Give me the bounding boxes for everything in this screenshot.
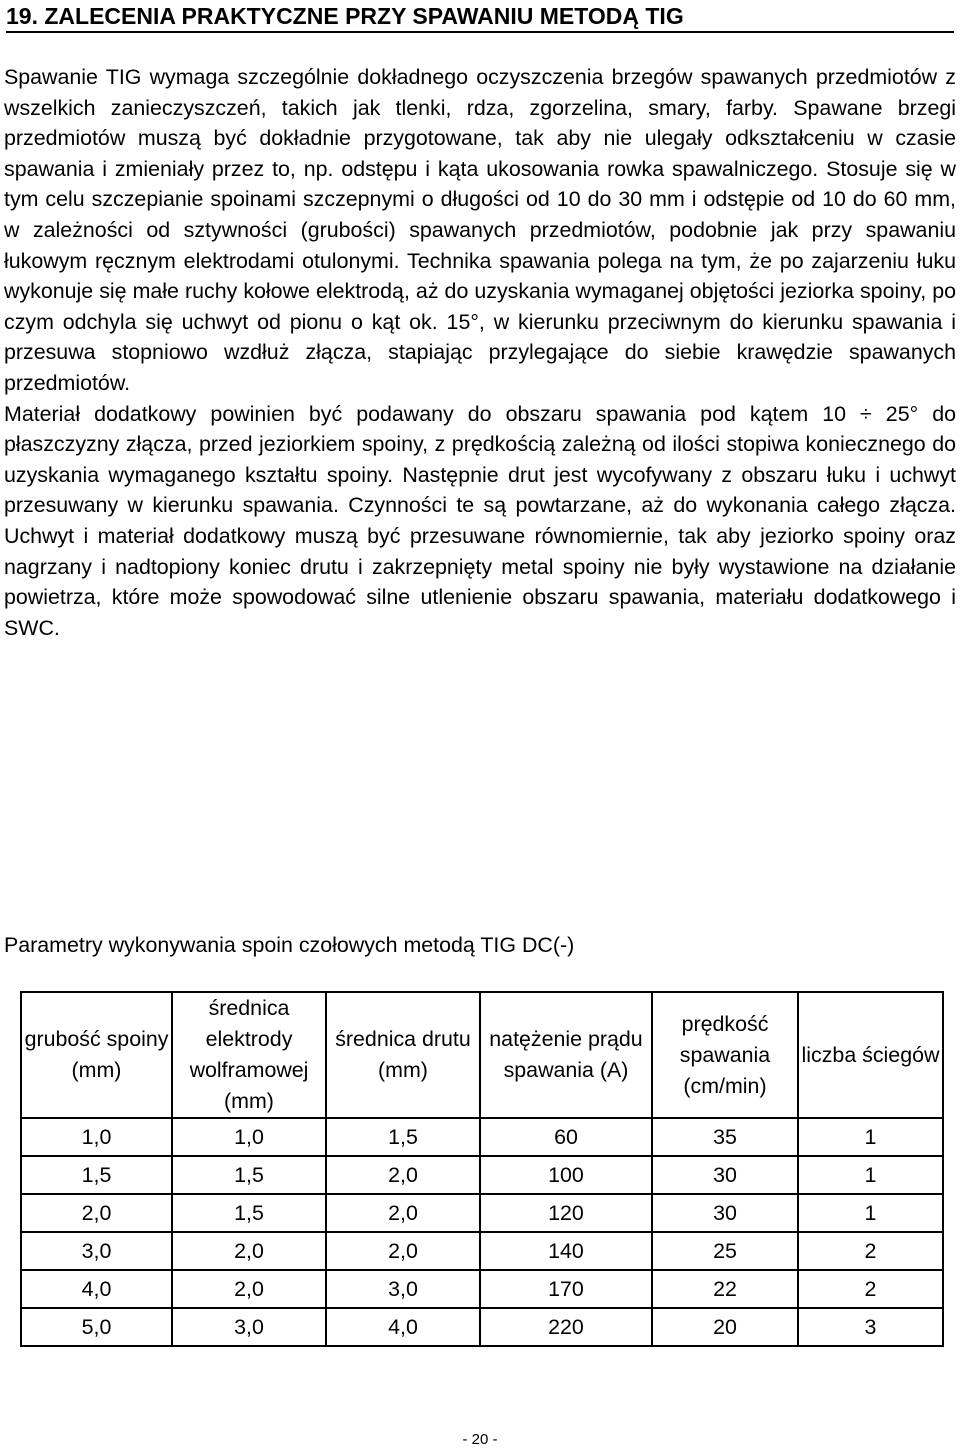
cell-weld-thickness: 4,0 bbox=[21, 1270, 172, 1308]
cell-wire-diameter: 2,0 bbox=[326, 1232, 480, 1270]
cell-weld-thickness: 5,0 bbox=[21, 1308, 172, 1346]
cell-wire-diameter: 2,0 bbox=[326, 1156, 480, 1194]
cell-welding-speed: 20 bbox=[652, 1308, 798, 1346]
cell-wire-diameter: 2,0 bbox=[326, 1194, 480, 1232]
cell-welding-current: 140 bbox=[480, 1232, 652, 1270]
cell-electrode-diameter: 1,5 bbox=[172, 1194, 326, 1232]
cell-welding-current: 220 bbox=[480, 1308, 652, 1346]
page-title: 19. ZALECENIA PRAKTYCZNE PRZY SPAWANIU METODĄ TIG bbox=[6, 2, 954, 33]
table-row bbox=[21, 1270, 943, 1308]
cell-welding-current: 60 bbox=[480, 1118, 652, 1156]
cell-weld-thickness: 3,0 bbox=[21, 1232, 172, 1270]
header-electrode-diameter: średnica elektrody wolframowej (mm) bbox=[172, 992, 326, 1118]
cell-welding-current: 120 bbox=[480, 1194, 652, 1232]
paragraph-filler-material: Materiał dodatkowy powinien być podawany do obszaru spawania pod kątem 10 ÷ 25° do płaszczyzny złącza, przed jeziorkiem spoiny, z prędkością zależną od ilości stopiwa koniecznego do uzyskania wymaganego kształtu spoiny. Następnie drut jest wycofywany z obszaru łuku i uchwyt przesuwany w kierunku spawania. Czynności te są powtarzane, aż do wykonania całego złącza. Uchwyt i materiał dodatkowy muszą być przesuwane równomiernie, tak aby jeziorko spoiny oraz nagrzany i nadtopiony koniec drutu i zakrzepnięty metal spoiny nie były wystawione na działanie powietrza, które może spowodować silne utlenienie obszaru spawania, materiału dodatkowego i SWC. bbox=[4, 401, 956, 640]
table-row bbox=[21, 1194, 943, 1232]
cell-electrode-diameter: 2,0 bbox=[172, 1270, 326, 1308]
page-number: - 20 - bbox=[462, 1431, 498, 1448]
cell-weld-thickness: 2,0 bbox=[21, 1194, 172, 1232]
body-text bbox=[4, 62, 956, 643]
cell-electrode-diameter: 3,0 bbox=[172, 1308, 326, 1346]
header-welding-speed: prędkość spawania (cm/min) bbox=[652, 992, 798, 1118]
cell-welding-speed: 25 bbox=[652, 1232, 798, 1270]
cell-welding-speed: 30 bbox=[652, 1194, 798, 1232]
cell-wire-diameter: 1,5 bbox=[326, 1118, 480, 1156]
cell-wire-diameter: 3,0 bbox=[326, 1270, 480, 1308]
welding-parameters-table bbox=[20, 991, 944, 1347]
header-weld-thickness: grubość spoiny (mm) bbox=[21, 992, 172, 1118]
header-wire-diameter: średnica drutu (mm) bbox=[326, 992, 480, 1118]
table-row bbox=[21, 1308, 943, 1346]
cell-weld-thickness: 1,0 bbox=[21, 1118, 172, 1156]
cell-electrode-diameter: 2,0 bbox=[172, 1232, 326, 1270]
cell-pass-count: 1 bbox=[798, 1194, 943, 1232]
header-pass-count: liczba ściegów bbox=[798, 992, 943, 1118]
cell-pass-count: 1 bbox=[798, 1156, 943, 1194]
cell-electrode-diameter: 1,5 bbox=[172, 1156, 326, 1194]
table-caption: Parametry wykonywania spoin czołowych metodą TIG DC(-) bbox=[4, 933, 575, 957]
cell-welding-speed: 30 bbox=[652, 1156, 798, 1194]
table-row bbox=[21, 1118, 943, 1156]
cell-pass-count: 2 bbox=[798, 1270, 943, 1308]
cell-welding-speed: 22 bbox=[652, 1270, 798, 1308]
paragraph-cleaning-technique: Spawanie TIG wymaga szczególnie dokładnego oczyszczenia brzegów spawanych przedmiotów z wszelkich zanieczyszczeń, takich jak tlenki, rdza, zgorzelina, smary, farby. Spawane brzegi przedmiotów muszą być dokładnie przygotowane, tak aby nie ulegały odkształceniu w czasie spawania i zmieniały przez to, np. odstępu i kąta ukosowania rowka spawalniczego. Stosuje się w tym celu szczepianie spoinami szczepnymi o długości od 10 do 30 mm i odstępie od 10 do 60 mm, w zależności od sztywności (grubości) spawanych przedmiotów, podobnie jak przy spawaniu łukowym ręcznym elektrodami otulonymi. Technika spawania polega na tym, że po zajarzeniu łuku wykonuje się małe ruchy kołowe elektrodą, aż do uzyskania wymaganej objętości jeziorka spoiny, po czym odchyla się uchwyt od pionu o kąt ok. 15°, w kierunku przeciwnym do kierunku spawania i przesuwa stopniowo wzdłuż złącza, stapiając przylegające do siebie krawędzie spawanych przedmiotów. bbox=[4, 65, 956, 395]
table-header-row bbox=[21, 992, 943, 1118]
cell-pass-count: 1 bbox=[798, 1118, 943, 1156]
cell-welding-current: 100 bbox=[480, 1156, 652, 1194]
cell-pass-count: 2 bbox=[798, 1232, 943, 1270]
cell-welding-current: 170 bbox=[480, 1270, 652, 1308]
cell-welding-speed: 35 bbox=[652, 1118, 798, 1156]
cell-electrode-diameter: 1,0 bbox=[172, 1118, 326, 1156]
cell-pass-count: 3 bbox=[798, 1308, 943, 1346]
header-welding-current: natężenie prądu spawania (A) bbox=[480, 992, 652, 1118]
table-row bbox=[21, 1232, 943, 1270]
cell-weld-thickness: 1,5 bbox=[21, 1156, 172, 1194]
table-row bbox=[21, 1156, 943, 1194]
cell-wire-diameter: 4,0 bbox=[326, 1308, 480, 1346]
